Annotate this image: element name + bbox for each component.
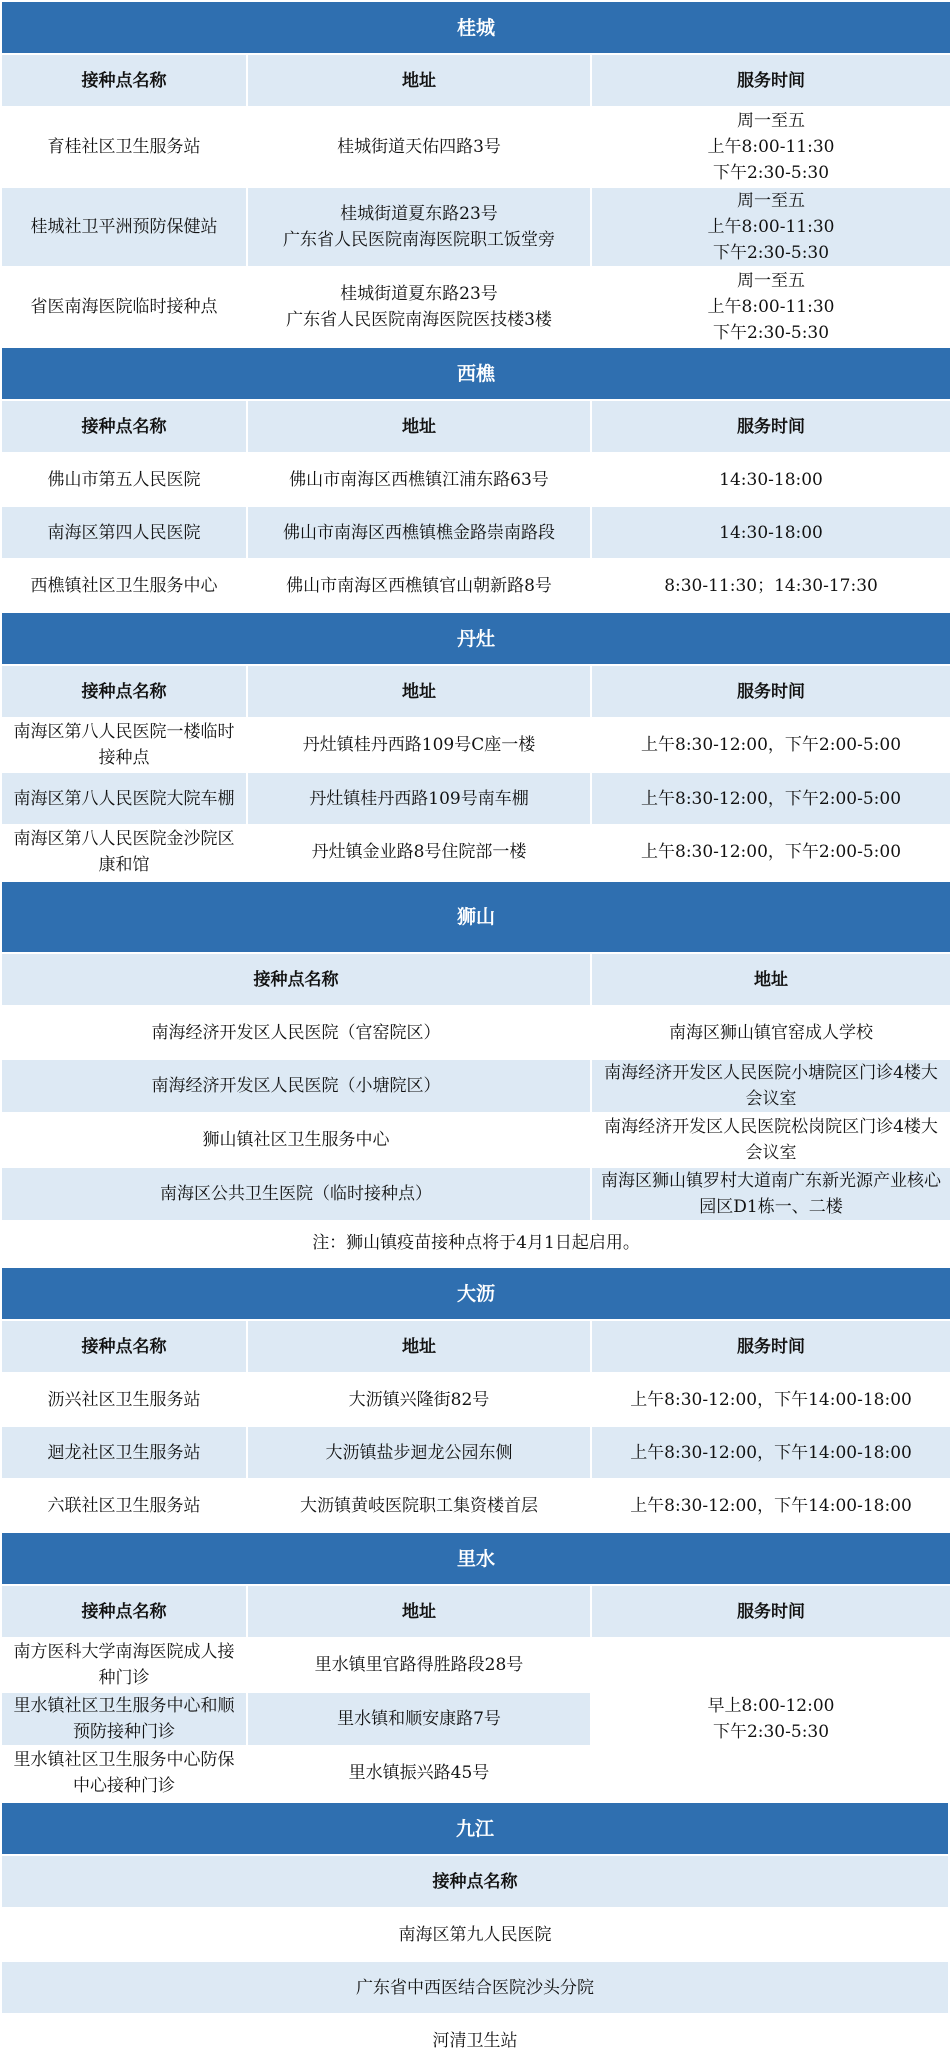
site-address: 丹灶镇桂丹西路109号南车棚 <box>247 772 591 825</box>
section-header-danzao <box>1 612 950 665</box>
section-header-shishan <box>1 881 950 953</box>
table-row <box>1 1638 950 1692</box>
site-name: 南海区第四人民医院 <box>1 506 247 559</box>
note-text: 注：狮山镇疫苗接种点将于4月1日起启用。 <box>1 1221 950 1265</box>
table-row <box>1 267 950 347</box>
column-header-row <box>1 1585 950 1638</box>
site-address: 桂城街道夏东路23号 广东省人民医院南海医院职工饭堂旁 <box>247 187 591 267</box>
site-name: 河清卫生站 <box>1 2014 949 2067</box>
section-title: 西樵 <box>1 347 950 400</box>
shishan-table <box>0 880 950 1266</box>
column-header-row <box>1 1855 949 1908</box>
site-address: 丹灶镇金业路8号住院部一楼 <box>247 825 591 879</box>
site-name: 南海区第八人民医院一楼临时接种点 <box>1 718 247 772</box>
section-title: 大沥 <box>1 1267 950 1320</box>
site-name: 迴龙社区卫生服务站 <box>1 1426 247 1479</box>
section-title: 丹灶 <box>1 612 950 665</box>
section-title: 桂城 <box>1 1 950 54</box>
site-hours: 上午8:30-12:00，下午14:00-18:00 <box>591 1426 950 1479</box>
column-header-name: 接种点名称 <box>1 1585 247 1638</box>
column-header-row <box>1 54 950 107</box>
column-header-hours: 服务时间 <box>591 54 950 107</box>
site-address: 南海区狮山镇官窑成人学校 <box>591 1006 950 1059</box>
site-name: 南海经济开发区人民医院（官窑院区） <box>1 1006 591 1059</box>
table-row <box>1 1426 950 1479</box>
table-row <box>1 506 950 559</box>
column-header-row <box>1 665 950 718</box>
column-header-hours: 服务时间 <box>591 400 950 453</box>
site-hours: 早上8:00-12:00 下午2:30-5:30 <box>591 1638 950 1800</box>
site-address: 里水镇里官路得胜路段28号 <box>247 1638 591 1692</box>
site-name: 南海区公共卫生医院（临时接种点） <box>1 1167 591 1221</box>
site-name: 南海区第九人民医院 <box>1 1908 949 1961</box>
column-header-address: 地址 <box>247 665 591 718</box>
site-address: 佛山市南海区西樵镇官山朝新路8号 <box>247 559 591 612</box>
site-address: 佛山市南海区西樵镇江浦东路63号 <box>247 453 591 506</box>
note-row <box>1 1221 950 1265</box>
table-row <box>1 1006 950 1059</box>
table-row <box>1 1113 950 1167</box>
column-header-name: 接种点名称 <box>1 1320 247 1373</box>
site-name: 南海区第八人民医院金沙院区康和馆 <box>1 825 247 879</box>
site-name: 桂城社卫平洲预防保健站 <box>1 187 247 267</box>
site-name: 南方医科大学南海医院成人接种门诊 <box>1 1638 247 1692</box>
site-hours: 8:30-11:30；14:30-17:30 <box>591 559 950 612</box>
site-address: 桂城街道夏东路23号 广东省人民医院南海医院医技楼3楼 <box>247 267 591 347</box>
site-hours: 周一至五 上午8:00-11:30 下午2:30-5:30 <box>591 267 950 347</box>
site-hours: 周一至五 上午8:00-11:30 下午2:30-5:30 <box>591 187 950 267</box>
column-header-address: 地址 <box>247 400 591 453</box>
site-name: 省医南海医院临时接种点 <box>1 267 247 347</box>
column-header-row <box>1 1320 950 1373</box>
site-hours: 上午8:30-12:00，下午14:00-18:00 <box>591 1479 950 1532</box>
column-header-name: 接种点名称 <box>1 1855 949 1908</box>
table-row <box>1 559 950 612</box>
site-hours: 上午8:30-12:00，下午14:00-18:00 <box>591 1373 950 1426</box>
site-address: 桂城街道天佑四路3号 <box>247 107 591 187</box>
site-name: 南海区第八人民医院大院车棚 <box>1 772 247 825</box>
site-address: 佛山市南海区西樵镇樵金路崇南路段 <box>247 506 591 559</box>
site-name: 里水镇社区卫生服务中心和顺预防接种门诊 <box>1 1692 247 1746</box>
table-row <box>1 1479 950 1532</box>
section-title: 里水 <box>1 1532 950 1585</box>
site-address: 大沥镇盐步迴龙公园东侧 <box>247 1426 591 1479</box>
site-hours: 周一至五 上午8:00-11:30 下午2:30-5:30 <box>591 107 950 187</box>
site-name: 里水镇社区卫生服务中心防保中心接种门诊 <box>1 1746 247 1800</box>
section-header-guicheng <box>1 1 950 54</box>
table-row <box>1 718 950 772</box>
site-address: 大沥镇黄岐医院职工集资楼首层 <box>247 1479 591 1532</box>
column-header-hours: 服务时间 <box>591 1320 950 1373</box>
table-row <box>1 453 950 506</box>
section-header-lishui <box>1 1532 950 1585</box>
site-address: 南海经济开发区人民医院小塘院区门诊4楼大会议室 <box>591 1059 950 1113</box>
section-title: 九江 <box>1 1802 949 1855</box>
table-row <box>1 1167 950 1221</box>
column-header-address: 地址 <box>591 953 950 1006</box>
table-row <box>1 187 950 267</box>
column-header-name: 接种点名称 <box>1 54 247 107</box>
column-header-row <box>1 953 950 1006</box>
site-hours: 上午8:30-12:00，下午2:00-5:00 <box>591 825 950 879</box>
column-header-name: 接种点名称 <box>1 400 247 453</box>
column-header-address: 地址 <box>247 1320 591 1373</box>
dali-lishui-table <box>0 1266 950 1801</box>
table-row <box>1 772 950 825</box>
site-name: 南海经济开发区人民医院（小塘院区） <box>1 1059 591 1113</box>
table-row <box>1 825 950 879</box>
column-header-name: 接种点名称 <box>1 953 591 1006</box>
site-name: 佛山市第五人民医院 <box>1 453 247 506</box>
column-header-row <box>1 400 950 453</box>
table-row <box>1 1373 950 1426</box>
column-header-hours: 服务时间 <box>591 665 950 718</box>
table-row <box>1 1908 949 1961</box>
site-name: 育桂社区卫生服务站 <box>1 107 247 187</box>
site-address: 里水镇和顺安康路7号 <box>247 1692 591 1746</box>
vaccination-table <box>0 0 950 880</box>
section-header-jiujiang <box>1 1802 949 1855</box>
site-address: 大沥镇兴隆街82号 <box>247 1373 591 1426</box>
site-address: 南海经济开发区人民医院松岗院区门诊4楼大会议室 <box>591 1113 950 1167</box>
site-address: 丹灶镇桂丹西路109号C座一楼 <box>247 718 591 772</box>
column-header-name: 接种点名称 <box>1 665 247 718</box>
table-row <box>1 1961 949 2014</box>
section-header-dali <box>1 1267 950 1320</box>
column-header-address: 地址 <box>247 54 591 107</box>
site-hours: 上午8:30-12:00，下午2:00-5:00 <box>591 772 950 825</box>
site-hours: 14:30-18:00 <box>591 453 950 506</box>
site-address: 里水镇振兴路45号 <box>247 1746 591 1800</box>
site-name: 西樵镇社区卫生服务中心 <box>1 559 247 612</box>
site-hours: 14:30-18:00 <box>591 506 950 559</box>
site-address: 南海区狮山镇罗村大道南广东新光源产业核心园区D1栋一、二楼 <box>591 1167 950 1221</box>
site-name: 广东省中西医结合医院沙头分院 <box>1 1961 949 2014</box>
site-name: 狮山镇社区卫生服务中心 <box>1 1113 591 1167</box>
column-header-address: 地址 <box>247 1585 591 1638</box>
table-row <box>1 2014 949 2067</box>
column-header-hours: 服务时间 <box>591 1585 950 1638</box>
site-name: 沥兴社区卫生服务站 <box>1 1373 247 1426</box>
site-hours: 上午8:30-12:00，下午2:00-5:00 <box>591 718 950 772</box>
table-row <box>1 107 950 187</box>
section-title: 狮山 <box>1 881 950 953</box>
section-header-xiqiao <box>1 347 950 400</box>
jiujiang-table <box>0 1801 950 2068</box>
table-row <box>1 1059 950 1113</box>
site-name: 六联社区卫生服务站 <box>1 1479 247 1532</box>
